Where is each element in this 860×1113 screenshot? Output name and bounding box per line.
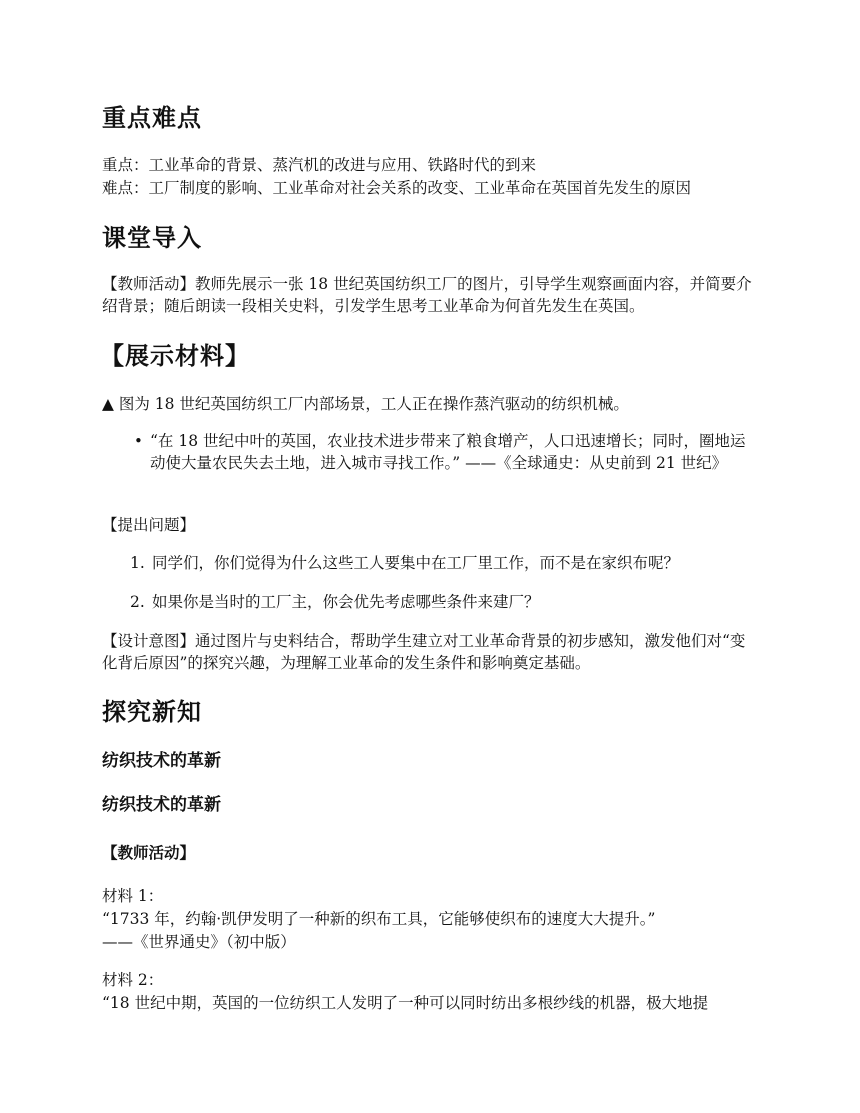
questions-label: 【提出问题】 xyxy=(102,516,196,534)
material1-quote: “1733 年，约翰·凯伊发明了一种新的织布工具，它能够使织布的速度大大提升。” xyxy=(102,910,656,928)
question-number: 1. xyxy=(130,554,145,572)
heading-materials: 【展示材料】 xyxy=(100,342,250,370)
materials-bullet-item xyxy=(134,430,760,474)
materials-caption: ▲ 图为 18 世纪英国纺织工厂内部场景，工人正在操作蒸汽驱动的纺织机械。 xyxy=(102,395,629,413)
question-item xyxy=(130,591,760,613)
question-number: 2. xyxy=(130,593,145,611)
materials-quote: “在 18 世纪中叶的英国，农业技术进步带来了粮食增产，人口迅速增长；同时，圈地运动使大量农民失去土地，进入城市寻找工作。” ——《全球通史：从史前到 21 世纪》 xyxy=(150,432,746,472)
key-points-text: 重点：工业革命的背景、蒸汽机的改进与应用、铁路时代的到来 xyxy=(102,156,537,174)
material1-label: 材料 1： xyxy=(102,887,164,905)
material1-source: ——《世界通史》（初中版） xyxy=(102,933,296,951)
material2-label: 材料 2： xyxy=(102,971,164,989)
material2-quote: “18 世纪中期，英国的一位纺织工人发明了一种可以同时纺出多根纱线的机器，极大地提 xyxy=(102,994,709,1012)
subheading-textile-1: 纺织技术的革新 xyxy=(102,751,221,771)
question-text: 同学们，你们觉得为什么这些工人要集中在工厂里工作，而不是在家织布呢？ xyxy=(152,554,680,572)
intro-teacher-activity: 【教师活动】教师先展示一张 18 世纪英国纺织工厂的图片，引导学生观察画面内容，并简要介绍背景；随后朗读一段相关史料，引发学生思考工业革命为何首先发生在英国。 xyxy=(102,275,752,315)
subheading-textile-2: 纺织技术的革新 xyxy=(102,795,221,815)
question-item xyxy=(130,552,760,574)
bullet-icon: • xyxy=(134,432,143,450)
heading-focus: 重点难点 xyxy=(102,104,202,132)
difficulties-text: 难点：工厂制度的影响、工业革命对社会关系的改变、工业革命在英国首先发生的原因 xyxy=(102,179,692,197)
question-text: 如果你是当时的工厂主，你会优先考虑哪些条件来建厂？ xyxy=(152,593,540,611)
heading-intro: 课堂导入 xyxy=(102,224,202,252)
teacher-activity-label: 【教师活动】 xyxy=(102,844,196,862)
design-intent-text: 【设计意图】通过图片与史料结合，帮助学生建立对工业革命背景的初步感知，激发他们对“变化背后原因”的探究兴趣，为理解工业革命的发生条件和影响奠定基础。 xyxy=(102,632,746,672)
heading-explore: 探究新知 xyxy=(102,698,202,726)
